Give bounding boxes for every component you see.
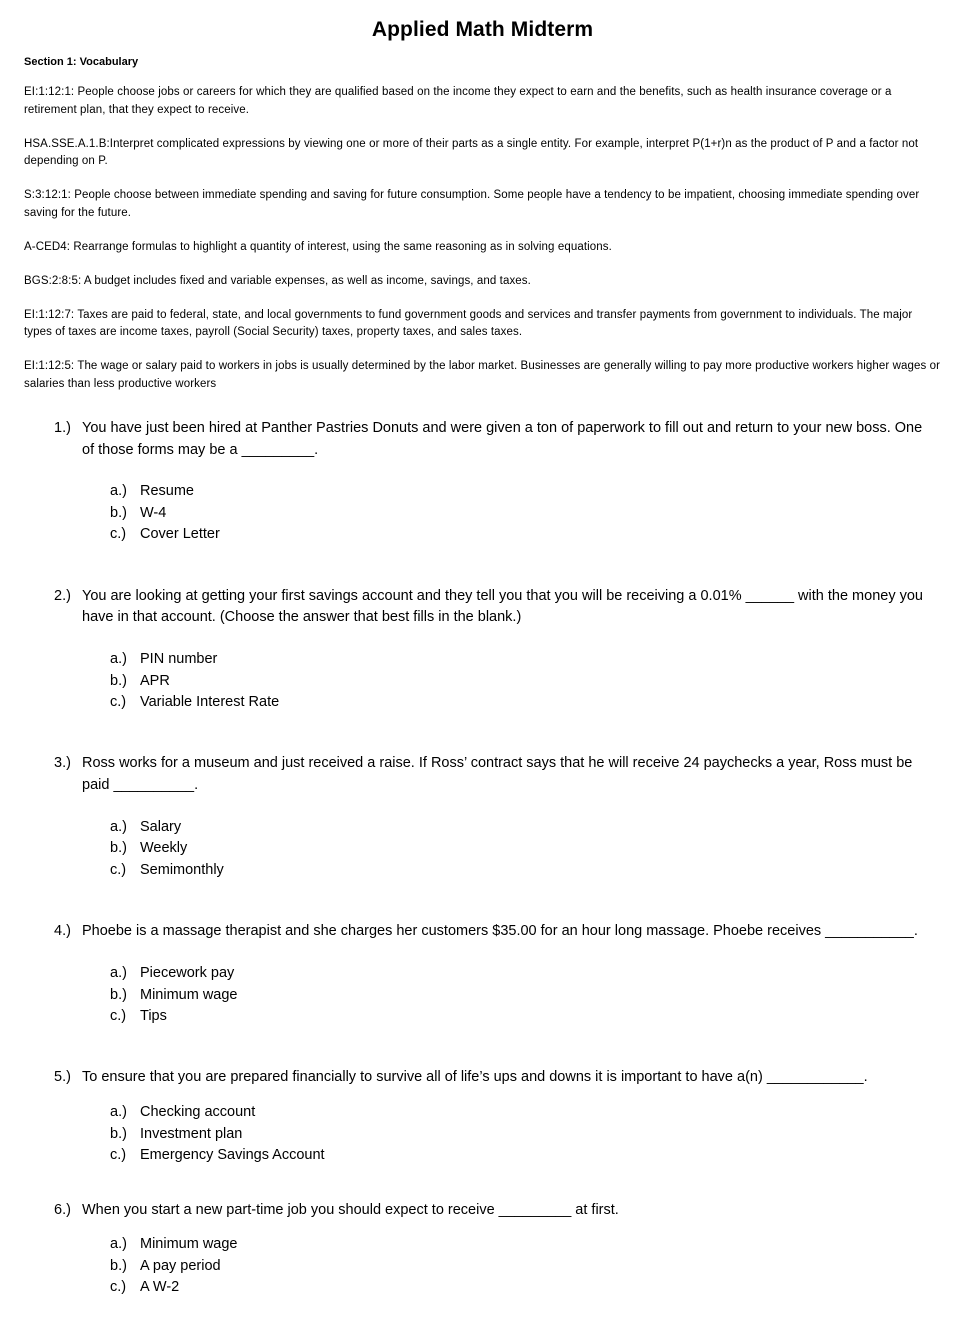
standard-paragraph: EI:1:12:7: Taxes are paid to federal, state, and local governments to fund government goods and services and transfer payments from government to individuals. The major types of taxes are income taxes, payroll (Social Security) taxes, property taxes, and sales taxes. — [24, 308, 913, 339]
page-title: Applied Math Midterm — [371, 18, 594, 41]
standards-list — [24, 84, 941, 394]
question-number: 4.) — [54, 923, 71, 940]
option-label: Cover Letter — [140, 526, 220, 543]
answer-option — [110, 1256, 941, 1277]
option-letter: c.) — [110, 694, 127, 711]
question-text: Ross works for a museum and just received a raise. If Ross’ contract says that he will receive 24 paychecks a year, Ross must be paid __________. — [82, 755, 913, 794]
answer-option — [110, 649, 941, 670]
standard-paragraph: A-CED4: Rearrange formulas to highlight a quantity of interest, using the same reasoning as in solving equations. — [24, 240, 612, 253]
options-list — [110, 1102, 941, 1166]
answer-option — [110, 985, 941, 1006]
options-list — [110, 817, 941, 881]
standard-paragraph: HSA.SSE.A.1.B:Interpret complicated expressions by viewing one or more of their parts as a single entity. For example, interpret P(1+r)n as the product of P and a factor not depending on P. — [24, 137, 919, 168]
option-letter: c.) — [110, 526, 127, 543]
option-letter: b.) — [110, 672, 127, 689]
question-text: You have just been hired at Panther Pastries Donuts and were given a ton of paperwork to fill out and return to your new boss. One of those forms may be a _________. — [82, 419, 923, 458]
option-letter: a.) — [110, 651, 127, 668]
option-label: Minimum wage — [140, 1236, 238, 1253]
question-block — [54, 1200, 941, 1299]
option-label: Resume — [140, 483, 194, 500]
section-header: Section 1: Vocabulary — [24, 56, 139, 68]
option-letter: b.) — [110, 504, 127, 521]
options-list — [110, 1234, 941, 1298]
option-label: W-4 — [140, 504, 167, 521]
question-row — [54, 921, 941, 943]
question-number: 1.) — [54, 419, 71, 436]
option-label: Tips — [140, 1007, 167, 1024]
question-text: You are looking at getting your first savings account and they tell you that you will be receiving a 0.01% ______ with the money you have in that account. (Choose the answer that best fills in the blank.) — [82, 587, 923, 626]
answer-option — [110, 817, 941, 838]
question-text: Phoebe is a massage therapist and she charges her customers $35.00 for an hour long massage. Phoebe receives ___________. — [82, 923, 918, 940]
options-list — [110, 963, 941, 1027]
question-block — [54, 753, 941, 881]
option-letter: a.) — [110, 818, 127, 835]
option-letter: b.) — [110, 1125, 127, 1142]
option-letter: a.) — [110, 483, 127, 500]
options-list — [110, 481, 941, 545]
questions-list — [54, 418, 941, 1299]
answer-option — [110, 481, 941, 502]
answer-option — [110, 963, 941, 984]
answer-option — [110, 1145, 941, 1166]
option-letter: c.) — [110, 1007, 127, 1024]
standard-paragraph: BGS:2:8:5: A budget includes fixed and variable expenses, as well as income, savings, and taxes. — [24, 274, 531, 287]
option-label: PIN number — [140, 651, 218, 668]
option-label: Variable Interest Rate — [140, 694, 280, 711]
option-letter: a.) — [110, 1104, 127, 1121]
option-letter: a.) — [110, 1236, 127, 1253]
option-label: A pay period — [140, 1257, 221, 1274]
option-label: Semimonthly — [140, 861, 224, 878]
question-number: 2.) — [54, 587, 71, 604]
question-block — [54, 418, 941, 546]
answer-option — [110, 692, 941, 713]
option-letter: c.) — [110, 1279, 127, 1296]
question-text: When you start a new part-time job you should expect to receive _________ at first. — [82, 1201, 619, 1218]
answer-option — [110, 1124, 941, 1145]
standard-paragraph: EI:1:12:5: The wage or salary paid to workers in jobs is usually determined by the labor market. Businesses are generally willing to pay more productive workers higher wages or salaries than less productive workers — [24, 360, 941, 390]
question-block — [54, 586, 941, 714]
standard-paragraph: S:3:12:1: People choose between immediate spending and saving for future consumption. Some people have a tendency to be impatient, choosing immediate spending over saving for the future. — [24, 189, 920, 220]
question-number: 5.) — [54, 1069, 71, 1086]
answer-option — [110, 1234, 941, 1255]
question-row — [54, 753, 941, 797]
question-number: 6.) — [54, 1201, 71, 1218]
option-label: Weekly — [140, 840, 188, 857]
option-label: Salary — [140, 818, 182, 835]
option-label: Piecework pay — [140, 965, 235, 982]
option-label: Emergency Savings Account — [140, 1147, 325, 1164]
option-label: Checking account — [140, 1104, 256, 1121]
answer-option — [110, 1102, 941, 1123]
answer-option — [110, 838, 941, 859]
answer-option — [110, 503, 941, 524]
option-letter: b.) — [110, 986, 127, 1003]
answer-option — [110, 860, 941, 881]
question-row — [54, 586, 941, 630]
option-letter: b.) — [110, 1257, 127, 1274]
option-label: Minimum wage — [140, 986, 238, 1003]
option-label: A W-2 — [140, 1279, 180, 1296]
answer-option — [110, 1277, 941, 1298]
answer-option — [110, 524, 941, 545]
option-label: Investment plan — [140, 1125, 243, 1142]
options-list — [110, 649, 941, 713]
option-letter: c.) — [110, 1147, 127, 1164]
question-row — [54, 1067, 941, 1089]
question-row — [54, 418, 941, 462]
option-label: APR — [140, 672, 170, 689]
question-text: To ensure that you are prepared financially to survive all of life’s ups and downs it is important to have a(n) ____________. — [82, 1069, 868, 1086]
answer-option — [110, 1006, 941, 1027]
answer-option — [110, 671, 941, 692]
question-block — [54, 921, 941, 1027]
option-letter: b.) — [110, 840, 127, 857]
question-row — [54, 1200, 941, 1222]
option-letter: a.) — [110, 965, 127, 982]
standard-paragraph: EI:1:12:1: People choose jobs or careers for which they are qualified based on the income they expect to earn and the benefits, such as health insurance coverage or a retirement plan, that they expect to receive. — [24, 86, 892, 116]
question-block — [54, 1067, 941, 1166]
option-letter: c.) — [110, 861, 127, 878]
question-number: 3.) — [54, 755, 71, 772]
